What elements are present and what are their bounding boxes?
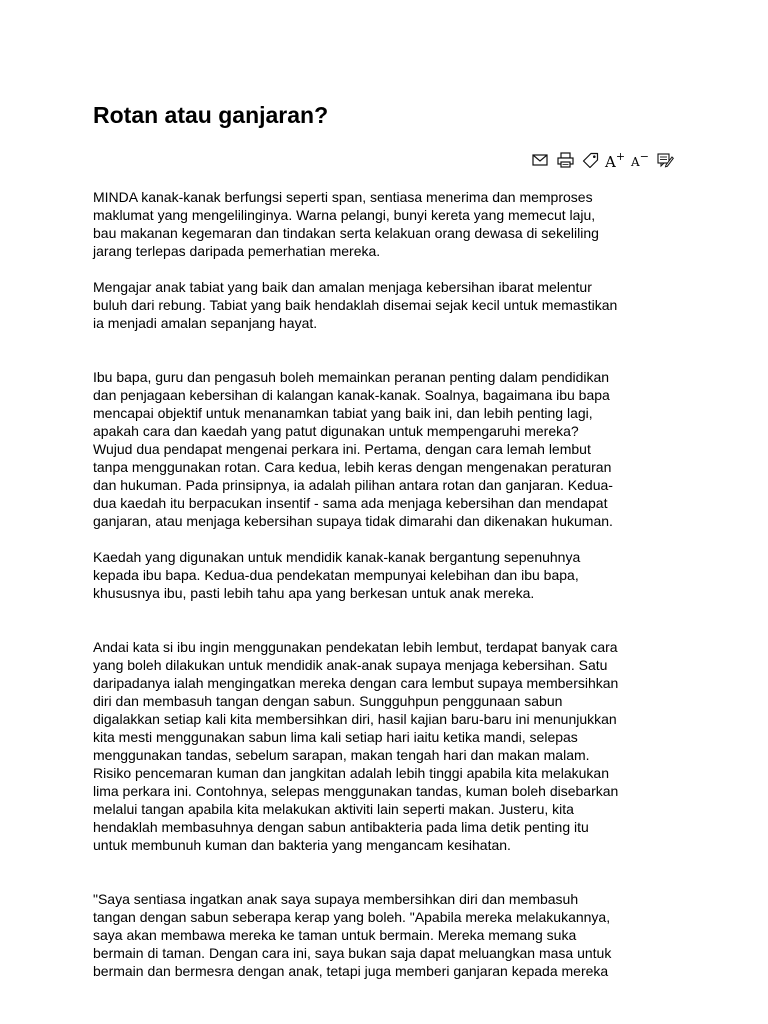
tag-button[interactable] — [580, 150, 600, 170]
paragraph: Ibu bapa, guru dan pengasuh boleh memainkan peranan penting dalam pendidikan dan penjagaan kebersihan di kalangan kanak-kanak. Soalnya, bagaimana ibu bapa mencapai objektif untuk menanamkan tabiat yang baik ini, dan lebih penting lagi, apakah cara dan kaedah yang patut digunakan untuk mempengaruhi mereka? Wujud dua pendapat mengenai perkara ini. Pertama, dengan cara lemah lembut tanpa menggunakan rotan. Cara kedua, lebih keras dengan mengenakan peraturan dan hukuman. Pada prinsipnya, ia adalah pilihan antara rotan dan ganjaran. Kedua- dua kaedah itu berpacukan insentif - sama ada menjaga kebersihan dan mendapat ganjaran, atau menjaga kebersihan supaya tidak dimarahi dan dikenakan hukuman. — [93, 369, 613, 529]
paragraph: "Saya sentiasa ingatkan anak saya supaya membersihkan diri dan membasuh tangan dengan sabun seberapa kerap yang boleh. "Apabila mereka melakukannya, saya akan membawa mereka ke taman untuk bermain. Mereka memang suka bermain di taman. Dengan cara ini, saya bukan saja dapat meluangkan masa untuk bermain dan bermesra dengan anak, tetapi juga memberi ganjaran kepada mereka — [93, 891, 612, 979]
comment-button[interactable] — [655, 150, 675, 170]
font-increase-button[interactable] — [605, 150, 625, 170]
font-decrease-button[interactable] — [630, 150, 650, 170]
paragraph: Andai kata si ibu ingin menggunakan pendekatan lebih lembut, terdapat banyak cara yang boleh dilakukan untuk mendidik anak-anak supaya menjaga kebersihan. Satu daripadanya ialah mengingatkan mereka dengan cara lembut supaya membersihkan diri dan membasuh tangan dengan sabun. Sungguhpun penggunaan sabun digalakkan setiap kali kita membersihkan diri, hasil kajian baru-baru ini menunjukkan kita mesti menggunakan sabun lima kali setiap hari iaitu ketika mandi, selepas menggunakan tandas, sebelum sarapan, makan tengah hari dan makan malam. Risiko pencemaran kuman dan jangkitan adalah lebih tinggi apabila kita melakukan lima perkara ini. Contohnya, selepas menggunakan tandas, kuman boleh disebarkan melalui tangan apabila kita melakukan aktiviti lain seperti makan. Justeru, kita hendaklah membasuhnya dengan sabun antibakteria pada lima detik penting itu untuk membunuh kuman dan bakteria yang mengancam kesihatan. — [93, 639, 619, 853]
article-title: Rotan atau ganjaran? — [93, 102, 329, 128]
font-increase-icon: A+ — [604, 150, 626, 171]
paragraph: Mengajar anak tabiat yang baik dan amalan menjaga kebersihan ibarat melentur buluh dari rebung. Tabiat yang baik hendaklah disemai sejak kecil untuk memastikan ia menjadi amalan sepanjang hayat. — [93, 279, 618, 331]
email-button[interactable] — [530, 150, 550, 170]
article-toolbar — [530, 150, 680, 170]
tag-icon — [582, 152, 599, 168]
paragraph: Kaedah yang digunakan untuk mendidik kanak-kanak bergantung sepenuhnya kepada ibu bapa. Kedua-dua pendekatan mempunyai kelebihan dan ibu bapa, khususnya ibu, pasti lebih tahu apa yang berkesan untuk anak mereka. — [93, 549, 581, 601]
article-body — [93, 188, 683, 980]
font-decrease-icon: A− — [631, 150, 649, 169]
print-icon — [557, 152, 574, 168]
comment-icon — [657, 152, 674, 168]
print-button[interactable] — [555, 150, 575, 170]
paragraph: MINDA kanak-kanak berfungsi seperti span, sentiasa menerima dan memproses maklumat yang mengelilinginya. Warna pelangi, bunyi kereta yang memecut laju, bau makanan kegemaran dan tindakan serta kelakuan orang dewasa di sekeliling jarang terlepas daripada pemerhatian mereka. — [93, 189, 599, 259]
email-icon — [532, 154, 548, 166]
